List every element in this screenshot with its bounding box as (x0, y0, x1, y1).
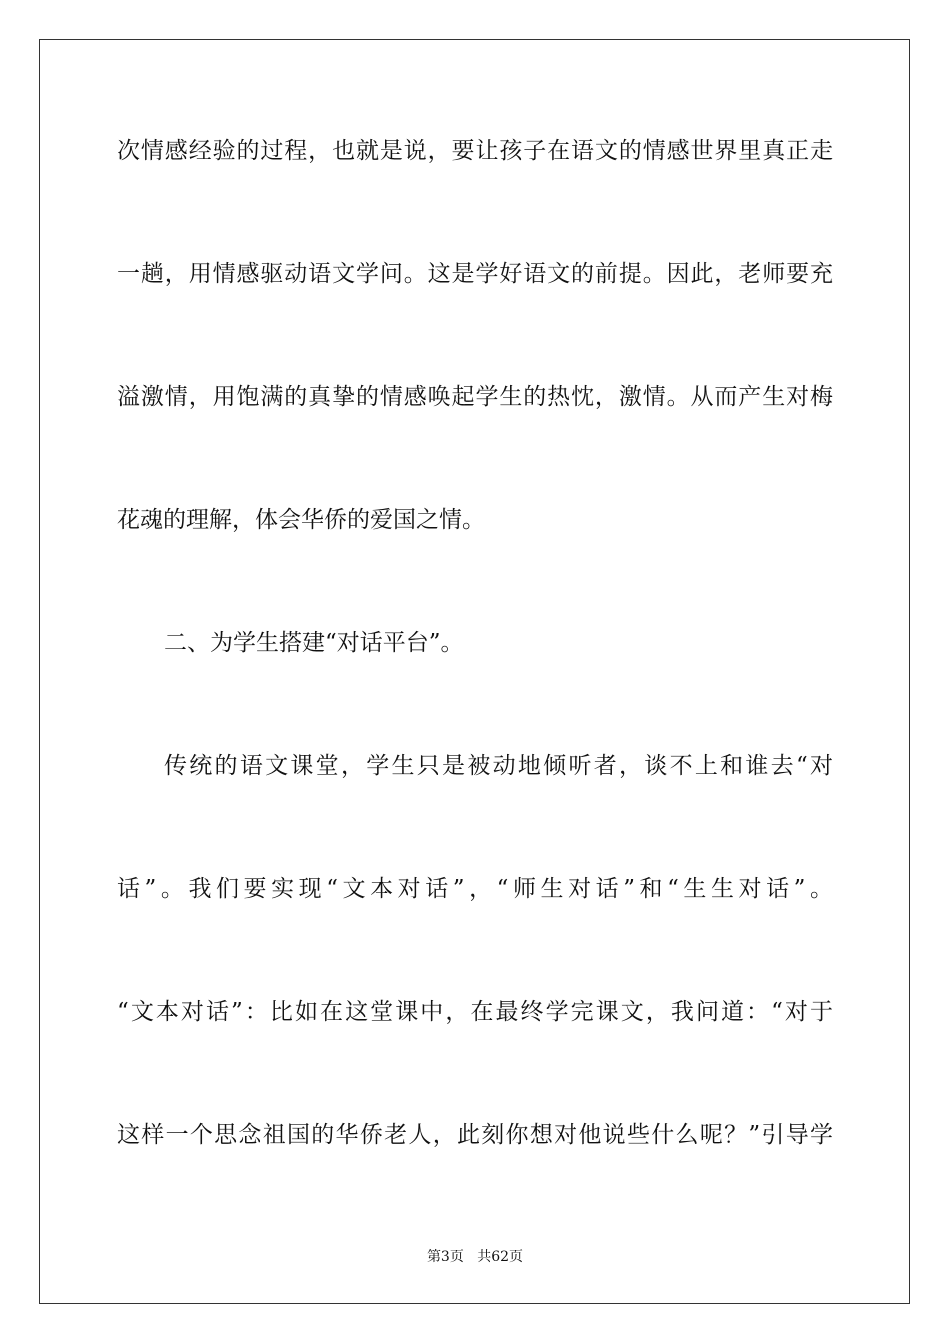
page-footer (0, 1248, 950, 1266)
text-line-4: 花魂的理解，体会华侨的爱国之情。 (117, 507, 485, 533)
text-line-6: 传统的语文课堂，学生只是被动地倾听者，谈不上和谁去“对 (164, 753, 833, 779)
text-line-3: 溢激情，用饱满的真挚的情感唤起学生的热忱，激情。从而产生对梅 (117, 384, 833, 410)
text-line-7: 话”。我们要实现“文本对话”，“师生对话”和“生生对话”。 (117, 876, 833, 902)
page-border (39, 39, 910, 1304)
page-total: 共62页 (477, 1249, 524, 1265)
text-line-9: 这样一个思念祖国的华侨老人，此刻你想对他说些什么呢？”引导学 (117, 1122, 833, 1148)
page-number: 第3页 (426, 1249, 464, 1265)
text-line-2: 一趟，用情感驱动语文学问。这是学好语文的前提。因此，老师要充 (117, 261, 833, 287)
text-line-1: 次情感经验的过程，也就是说，要让孩子在语文的情感世界里真正走 (117, 138, 833, 164)
text-line-8: “文本对话”：比如在这堂课中，在最终学完课文，我问道：“对于 (117, 999, 833, 1025)
section-heading: 二、为学生搭建“对话平台”。 (164, 630, 464, 656)
